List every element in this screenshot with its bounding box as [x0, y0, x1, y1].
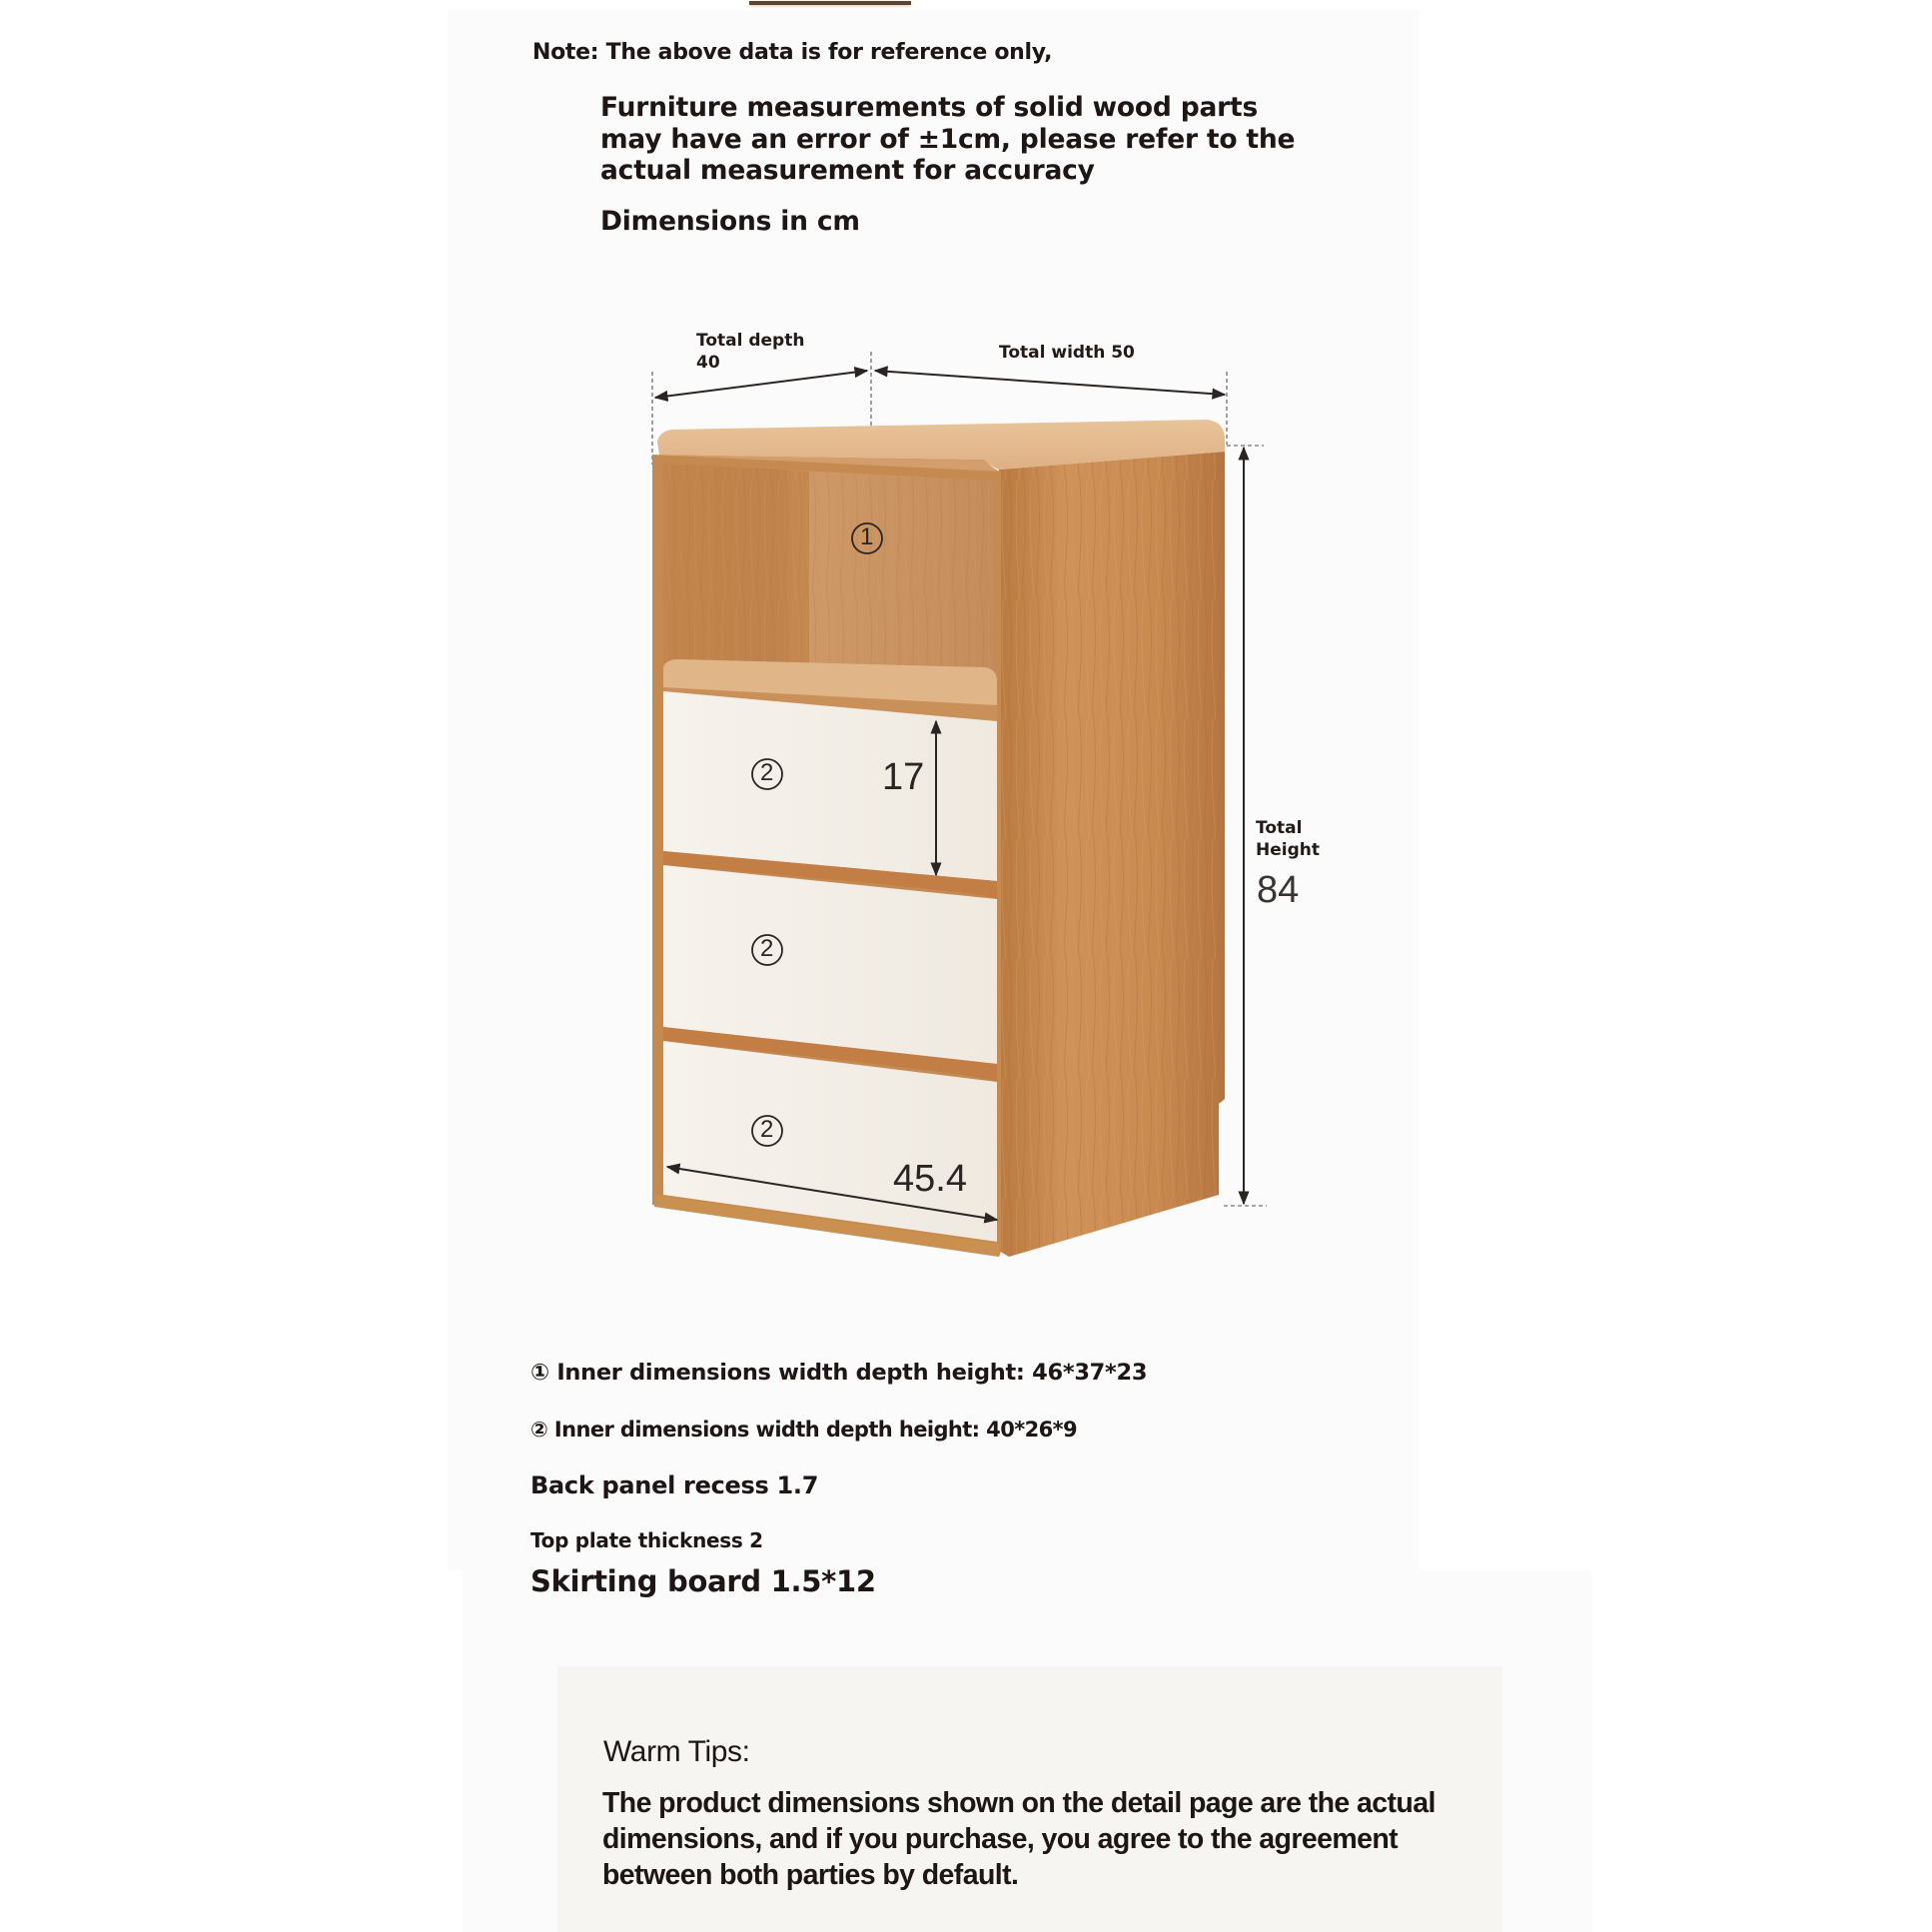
- marker-2-label: 2: [760, 759, 774, 786]
- total-depth-value: 40: [696, 353, 720, 373]
- tips-title: Warm Tips:: [603, 1735, 750, 1768]
- spec-drawer: [530, 1418, 1077, 1442]
- drawer-1-front: [663, 691, 997, 881]
- total-depth-text: Total depth: [696, 331, 805, 351]
- disclaimer-line: may have an error of ±1cm, please refer to the: [600, 123, 1296, 155]
- tips-line: dimensions, and if you purchase, you agree to the agreement: [602, 1823, 1399, 1855]
- disclaimer-line: actual measurement for accuracy: [600, 155, 1095, 186]
- marker-2-icon: ②: [530, 1418, 548, 1442]
- total-width-label: Total width 50: [999, 343, 1135, 363]
- tips-body: [602, 1785, 1501, 1893]
- marker-2-label: 2: [760, 1116, 774, 1143]
- units-label: Dimensions in cm: [600, 206, 860, 237]
- tips-line: between both parties by default.: [602, 1859, 1019, 1891]
- drawer-height-value: 17: [882, 756, 925, 798]
- spec-open-shelf-text: Inner dimensions width depth height: 46*37*23: [556, 1360, 1148, 1386]
- total-height-text: Total: [1256, 818, 1303, 838]
- total-height-value: 84: [1257, 869, 1300, 911]
- depth-arrow: [655, 371, 867, 398]
- spec-open-shelf: [530, 1360, 1147, 1386]
- total-height-text: Height: [1256, 840, 1320, 860]
- spec-skirting: Skirting board 1.5*12: [530, 1564, 876, 1598]
- total-depth-label: [696, 330, 804, 374]
- spec-drawer-text: Inner dimensions width depth height: 40*26*9: [553, 1418, 1078, 1442]
- spec-back-panel: Back panel recess 1.7: [530, 1471, 819, 1499]
- spec-top-plate: Top plate thickness 2: [530, 1528, 763, 1552]
- marker-2-label: 2: [760, 935, 774, 962]
- marker-1-icon: ①: [530, 1360, 549, 1386]
- marker-1-label: 1: [860, 523, 874, 550]
- drawer-width-value: 45.4: [893, 1158, 967, 1200]
- tips-line: The product dimensions shown on the detail page are the actual: [602, 1787, 1436, 1819]
- total-height-label: [1256, 817, 1320, 861]
- width-arrow: [875, 371, 1225, 395]
- reference-note: Note: The above data is for reference only,: [532, 40, 1053, 65]
- disclaimer-line: Furniture measurements of solid wood parts: [600, 92, 1259, 123]
